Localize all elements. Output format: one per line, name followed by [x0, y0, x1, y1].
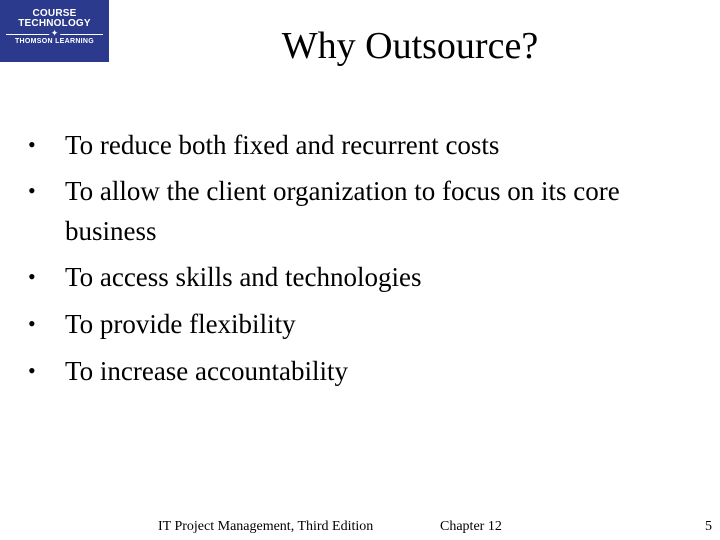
logo-text-technology: TECHNOLOGY	[18, 18, 91, 29]
course-technology-logo	[0, 0, 109, 62]
bullet-item	[28, 303, 698, 345]
bullet-text: To access skills and technologies	[65, 262, 422, 292]
bullet-item	[28, 171, 698, 251]
star-icon: ✦	[50, 28, 59, 38]
bullet-text: To reduce both fixed and recurrent costs	[65, 130, 500, 160]
bullet-icon: •	[28, 132, 36, 157]
bullet-icon: •	[28, 178, 36, 203]
bullet-icon: •	[28, 358, 36, 383]
page-number: 5	[705, 519, 712, 534]
footer-chapter: Chapter 12	[440, 519, 502, 534]
logo-divider	[6, 28, 103, 38]
bullet-text: To increase accountability	[65, 356, 348, 386]
bullet-item	[28, 124, 698, 166]
logo-text-course: COURSE	[32, 8, 77, 19]
bullet-item	[28, 256, 698, 298]
bullet-icon: •	[28, 311, 36, 336]
logo-text-thomson-learning: THOMSON LEARNING	[14, 38, 95, 45]
bullet-list	[28, 124, 698, 397]
slide-title: Why Outsource?	[281, 25, 539, 67]
bullet-text: To allow the client organization to focus on its core business	[65, 176, 620, 246]
bullet-icon: •	[28, 264, 36, 289]
footer-book-title: IT Project Management, Third Edition	[158, 519, 374, 534]
bullet-text: To provide flexibility	[65, 309, 296, 339]
bullet-item	[28, 350, 698, 392]
